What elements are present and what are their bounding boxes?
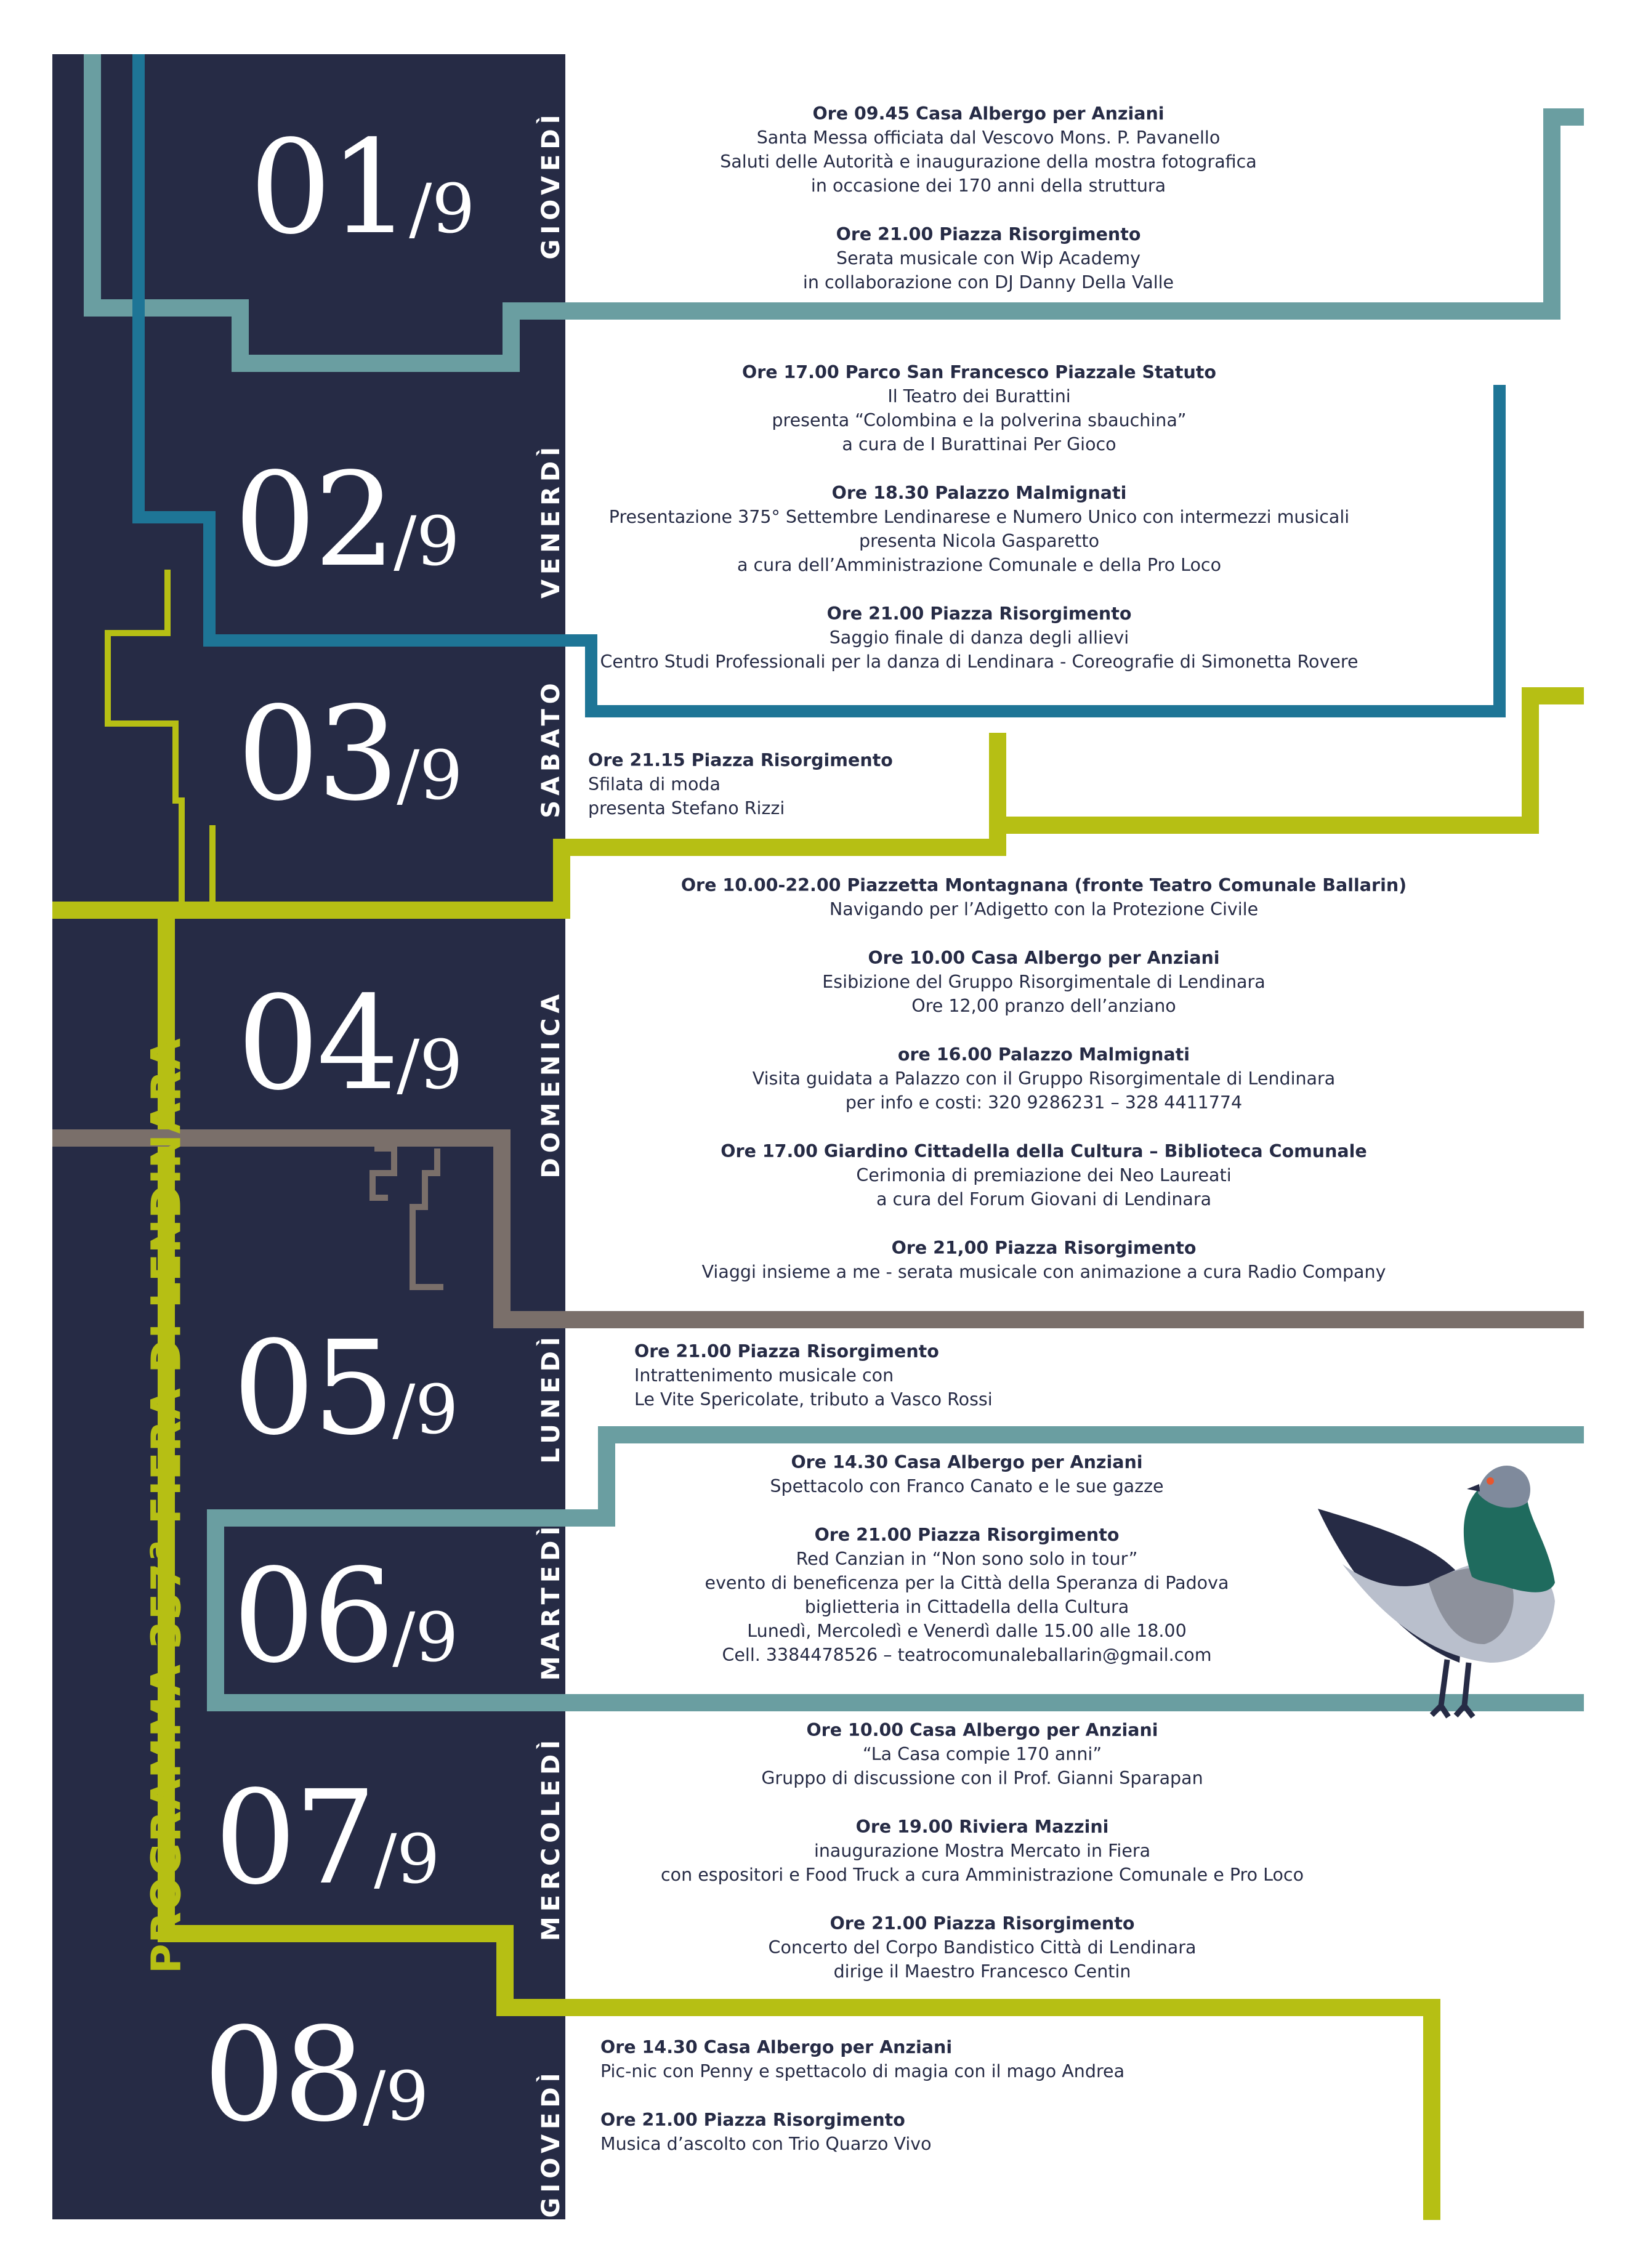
date-day-07: 07	[214, 1762, 374, 1913]
date-month-05: /9	[392, 1370, 459, 1449]
event-line: dirige il Maestro Francesco Centin	[833, 1961, 1131, 1982]
event-line: “La Casa compie 170 anni”	[862, 1744, 1102, 1764]
event-block	[661, 1815, 1304, 1887]
event-block	[720, 102, 1257, 198]
event-block	[600, 481, 1358, 577]
event-line: Serata musicale con Wip Academy	[836, 248, 1140, 268]
weekday-03: SABATO	[537, 678, 565, 818]
event-line: con espositori e Food Truck a cura Amministrazione Comunale e Pro Loco	[660, 1865, 1304, 1885]
event-title: Ore 09.45 Casa Albergo per Anziani	[812, 103, 1165, 124]
event-line: Saggio finale di danza degli allievi	[829, 628, 1129, 648]
event-title: Ore 21.15 Piazza Risorgimento	[588, 750, 893, 770]
events-day-05	[634, 1339, 993, 1411]
event-line: inaugurazione Mostra Mercato in Fiera	[813, 1841, 1151, 1861]
event-line: Navigando per l’Adigetto con la Protezione Civile	[829, 899, 1259, 919]
date-month-04: /9	[397, 1025, 463, 1104]
events-day-04	[681, 873, 1407, 1284]
date-day-05: 05	[233, 1313, 393, 1464]
event-line: biglietteria in Cittadella della Cultura	[804, 1597, 1129, 1617]
event-block	[661, 1911, 1304, 1983]
date-month-01: /9	[409, 169, 475, 248]
date-month-08: /9	[363, 2057, 429, 2136]
date-08	[203, 2000, 429, 2150]
event-block	[600, 2035, 1124, 2083]
event-line: Le Vite Spericolate, tributo a Vasco Rossi	[634, 1389, 993, 1410]
event-line: Cell. 3384478526 – teatrocomunaleballarin@gmail.com	[722, 1645, 1212, 1665]
event-title: Ore 10.00 Casa Albergo per Anziani	[868, 948, 1220, 968]
date-day-01: 01	[249, 112, 410, 263]
event-block	[681, 1139, 1407, 1211]
event-line: Concerto del Corpo Bandistico Città di Lendinara	[768, 1937, 1197, 1958]
event-block	[661, 1718, 1304, 1790]
event-line: a cura del Forum Giovani di Lendinara	[876, 1189, 1212, 1209]
date-day-03: 03	[237, 679, 397, 829]
event-block	[634, 1339, 993, 1411]
event-line: Red Canzian in “Non sono solo in tour”	[796, 1549, 1138, 1569]
taupe-thin-line-04b	[413, 1148, 443, 1287]
date-04	[237, 968, 463, 1119]
event-block	[681, 946, 1407, 1018]
weekday-04: DOMENICA	[537, 989, 565, 1179]
date-03	[237, 679, 463, 829]
event-line: a cura dell’Amministrazione Comunale e della Pro Loco	[737, 555, 1222, 575]
event-title: Ore 14.30 Casa Albergo per Anziani	[791, 1452, 1143, 1472]
event-title: ore 16.00 Palazzo Malmignati	[897, 1044, 1190, 1065]
event-line: Musica d’ascolto con Trio Quarzo Vivo	[600, 2134, 932, 2154]
event-line: Spettacolo con Franco Canato e le sue gazze	[770, 1476, 1164, 1496]
event-line: Gruppo di discussione con il Prof. Gianni Sparapan	[761, 1768, 1203, 1788]
event-line: Cerimonia di premiazione dei Neo Laureati	[856, 1165, 1232, 1185]
event-line: Pic-nic con Penny e spettacolo di magia con il mago Andrea	[600, 2061, 1125, 2081]
date-day-02: 02	[234, 445, 394, 595]
event-line: presenta Nicola Gasparetto	[858, 531, 1100, 551]
event-title: Ore 21.00 Piazza Risorgimento	[826, 603, 1132, 624]
event-line: Ore 12,00 pranzo dell’anziano	[911, 996, 1176, 1016]
event-title: Ore 21.00 Piazza Risorgimento	[814, 1525, 1120, 1545]
date-month-03: /9	[397, 736, 463, 815]
event-block	[681, 873, 1407, 921]
program-title: PROGRAMMA 357ª FIERA DI LENDINARA	[142, 1038, 190, 1974]
date-01	[249, 112, 475, 263]
event-block	[600, 360, 1358, 456]
date-05	[233, 1313, 459, 1464]
event-line: Esibizione del Gruppo Risorgimentale di Lendinara	[822, 972, 1266, 992]
event-line: Santa Messa officiata dal Vescovo Mons. P. Pavanello	[756, 127, 1221, 148]
weekday-05: LUNEDÌ	[537, 1332, 565, 1464]
date-month-06: /9	[392, 1598, 459, 1677]
taupe-thin-line-04a	[373, 1148, 394, 1198]
events-day-01	[720, 102, 1257, 294]
event-line: presenta “Colombina e la polverina sbauchina”	[772, 410, 1187, 430]
events-day-08	[600, 2035, 1124, 2156]
event-title: Ore 21.00 Piazza Risorgimento	[634, 1341, 939, 1362]
event-line: presenta Stefano Rizzi	[588, 798, 785, 818]
events-day-03	[588, 748, 893, 820]
weekday-01: GIOVEDÌ	[537, 110, 565, 260]
event-title: Ore 10.00 Casa Albergo per Anziani	[806, 1720, 1158, 1740]
event-title: Ore 21.00 Piazza Risorgimento	[830, 1913, 1135, 1934]
event-line: in occasione dei 170 anni della struttura	[810, 176, 1166, 196]
event-line: Centro Studi Professionali per la danza di Lendinara - Coreografie di Simonetta Rovere	[600, 652, 1358, 672]
date-day-06: 06	[233, 1541, 393, 1692]
weekday-02: VENERDÌ	[537, 442, 565, 599]
event-title: Ore 14.30 Casa Albergo per Anziani	[600, 2037, 953, 2057]
event-line: Il Teatro dei Burattini	[887, 386, 1071, 406]
date-month-02: /9	[394, 502, 460, 581]
event-block	[705, 1450, 1229, 1498]
event-block	[720, 222, 1257, 294]
event-line: Sfilata di moda	[588, 774, 721, 794]
weekday-07: MERCOLEDÌ	[537, 1735, 565, 1942]
event-title: Ore 21.00 Piazza Risorgimento	[836, 224, 1141, 244]
lime-thin-line-03	[108, 570, 182, 910]
event-line: Intrattenimento musicale con	[634, 1365, 894, 1386]
event-block	[705, 1523, 1229, 1667]
event-line: Saluti delle Autorità e inaugurazione della mostra fotografica	[720, 151, 1257, 172]
event-title: Ore 10.00-22.00 Piazzetta Montagnana (fronte Teatro Comunale Ballarin)	[680, 875, 1407, 895]
event-title: Ore 17.00 Giardino Cittadella della Cultura – Biblioteca Comunale	[721, 1141, 1367, 1161]
pigeon-illustration	[1306, 1459, 1576, 1724]
date-06	[233, 1541, 459, 1692]
event-block	[681, 1236, 1407, 1284]
event-block	[588, 748, 893, 820]
event-title: Ore 19.00 Riviera Mazzini	[855, 1817, 1109, 1837]
event-title: Ore 21,00 Piazza Risorgimento	[891, 1238, 1197, 1258]
event-line: Visita guidata a Palazzo con il Gruppo Risorgimentale di Lendinara	[752, 1068, 1336, 1089]
weekday-06: MARTEDÌ	[537, 1521, 565, 1681]
event-block	[600, 602, 1358, 674]
event-line: evento di beneficenza per la Città della Speranza di Padova	[704, 1573, 1229, 1593]
event-line: Viaggi insieme a me - serata musicale con animazione a cura Radio Company	[701, 1262, 1386, 1282]
events-day-06	[705, 1450, 1229, 1667]
weekday-08: GIOVEDÌ	[537, 2068, 565, 2218]
event-block	[600, 2108, 1124, 2156]
event-line: in collaborazione con DJ Danny Della Valle	[802, 272, 1174, 293]
date-07	[214, 1762, 440, 1913]
event-block	[681, 1043, 1407, 1115]
event-line: Presentazione 375° Settembre Lendinarese e Numero Unico con intermezzi musicali	[608, 507, 1350, 527]
date-month-07: /9	[374, 1820, 440, 1899]
events-day-07	[661, 1718, 1304, 1983]
event-line: per info e costi: 320 9286231 – 328 4411774	[845, 1092, 1243, 1113]
date-02	[234, 445, 460, 595]
date-day-08: 08	[203, 2000, 363, 2150]
event-line: Lunedì, Mercoledì e Venerdì dalle 15.00 alle 18.00	[747, 1621, 1187, 1641]
event-line: a cura de I Burattinai Per Gioco	[842, 434, 1116, 454]
date-day-04: 04	[237, 968, 397, 1119]
event-title: Ore 17.00 Parco San Francesco Piazzale Statuto	[741, 362, 1217, 382]
event-title: Ore 21.00 Piazza Risorgimento	[600, 2110, 905, 2130]
event-title: Ore 18.30 Palazzo Malmignati	[831, 483, 1127, 503]
events-day-02	[600, 360, 1358, 674]
